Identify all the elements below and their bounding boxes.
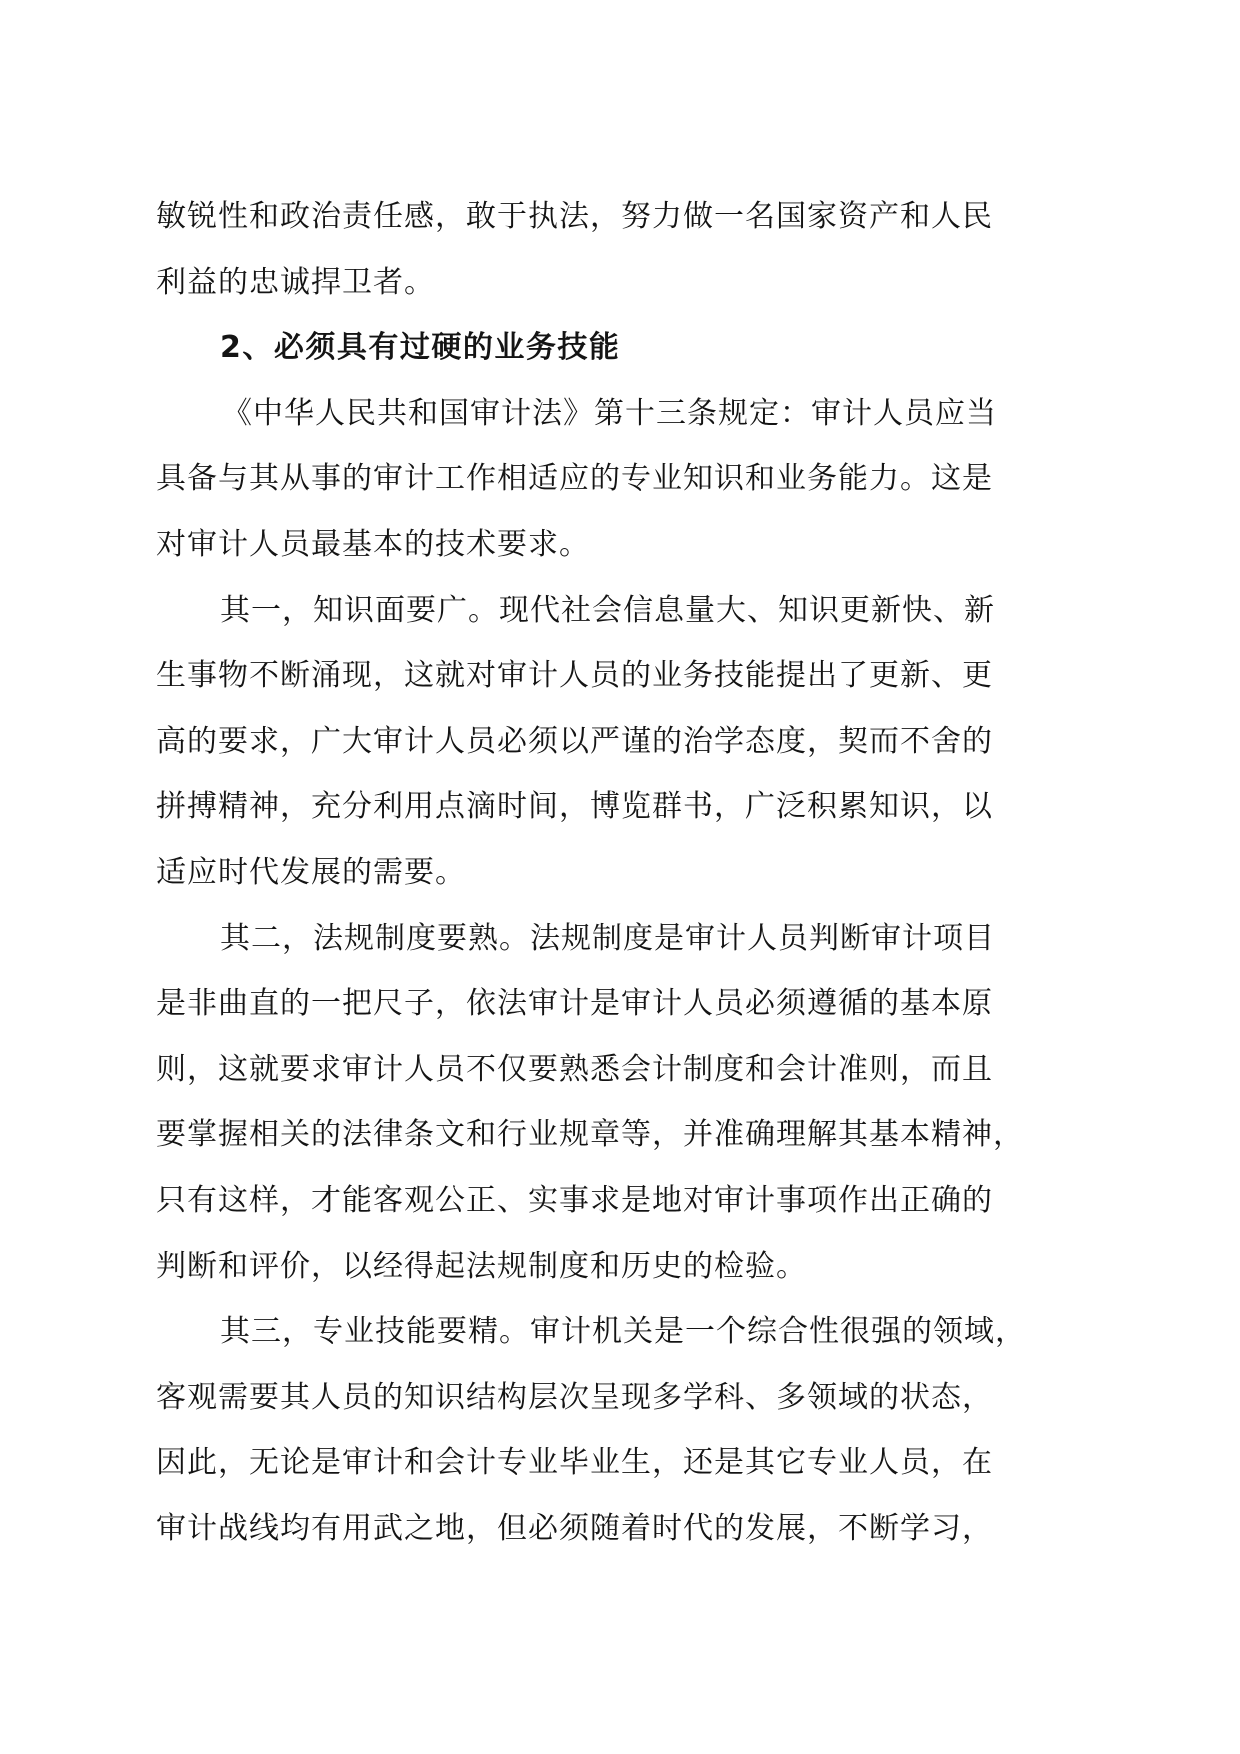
body-line: 要掌握相关的法律条文和行业规章等，并准确理解其基本精神， — [156, 1117, 1024, 1153]
paragraph-first-line: 《中华人民共和国审计法》第十三条规定：审计人员应当 — [222, 395, 997, 431]
body-line: 因此，无论是审计和会计专业毕业生，还是其它专业人员，在 — [156, 1445, 993, 1481]
body-line: 拼搏精神，充分利用点滴时间，博览群书，广泛积累知识，以 — [156, 789, 993, 825]
paragraph-first-line: 其一，知识面要广。现代社会信息量大、知识更新快、新 — [220, 592, 995, 628]
body-line: 适应时代发展的需要。 — [156, 854, 466, 890]
body-line: 具备与其从事的审计工作相适应的专业知识和业务能力。这是 — [156, 461, 993, 497]
body-line: 判断和评价，以经得起法规制度和历史的检验。 — [156, 1248, 807, 1284]
body-line: 是非曲直的一把尺子，依法审计是审计人员必须遵循的基本原 — [156, 986, 993, 1022]
body-line: 生事物不断涌现，这就对审计人员的业务技能提出了更新、更 — [156, 658, 993, 694]
body-line: 对审计人员最基本的技术要求。 — [156, 526, 590, 562]
paragraph-first-line: 其二，法规制度要熟。法规制度是审计人员判断审计项目 — [220, 920, 995, 956]
body-line: 只有这样，才能客观公正、实事求是地对审计事项作出正确的 — [156, 1182, 993, 1218]
body-line: 客观需要其人员的知识结构层次呈现多学科、多领域的状态， — [156, 1379, 993, 1415]
body-line: 敏锐性和政治责任感，敢于执法，努力做一名国家资产和人民 — [156, 199, 993, 234]
paragraph-first-line: 其三，专业技能要精。审计机关是一个综合性很强的领域， — [220, 1314, 1026, 1350]
document-body — [156, 184, 1066, 1561]
body-line: 审计战线均有用武之地，但必须随着时代的发展，不断学习， — [156, 1510, 993, 1546]
body-line: 利益的忠诚捍卫者。 — [156, 264, 435, 300]
section-heading: 2、必须具有过硬的业务技能 — [220, 330, 621, 366]
body-line: 高的要求，广大审计人员必须以严谨的治学态度，契而不舍的 — [156, 723, 993, 759]
body-line: 则，这就要求审计人员不仅要熟悉会计制度和会计准则，而且 — [156, 1051, 993, 1087]
